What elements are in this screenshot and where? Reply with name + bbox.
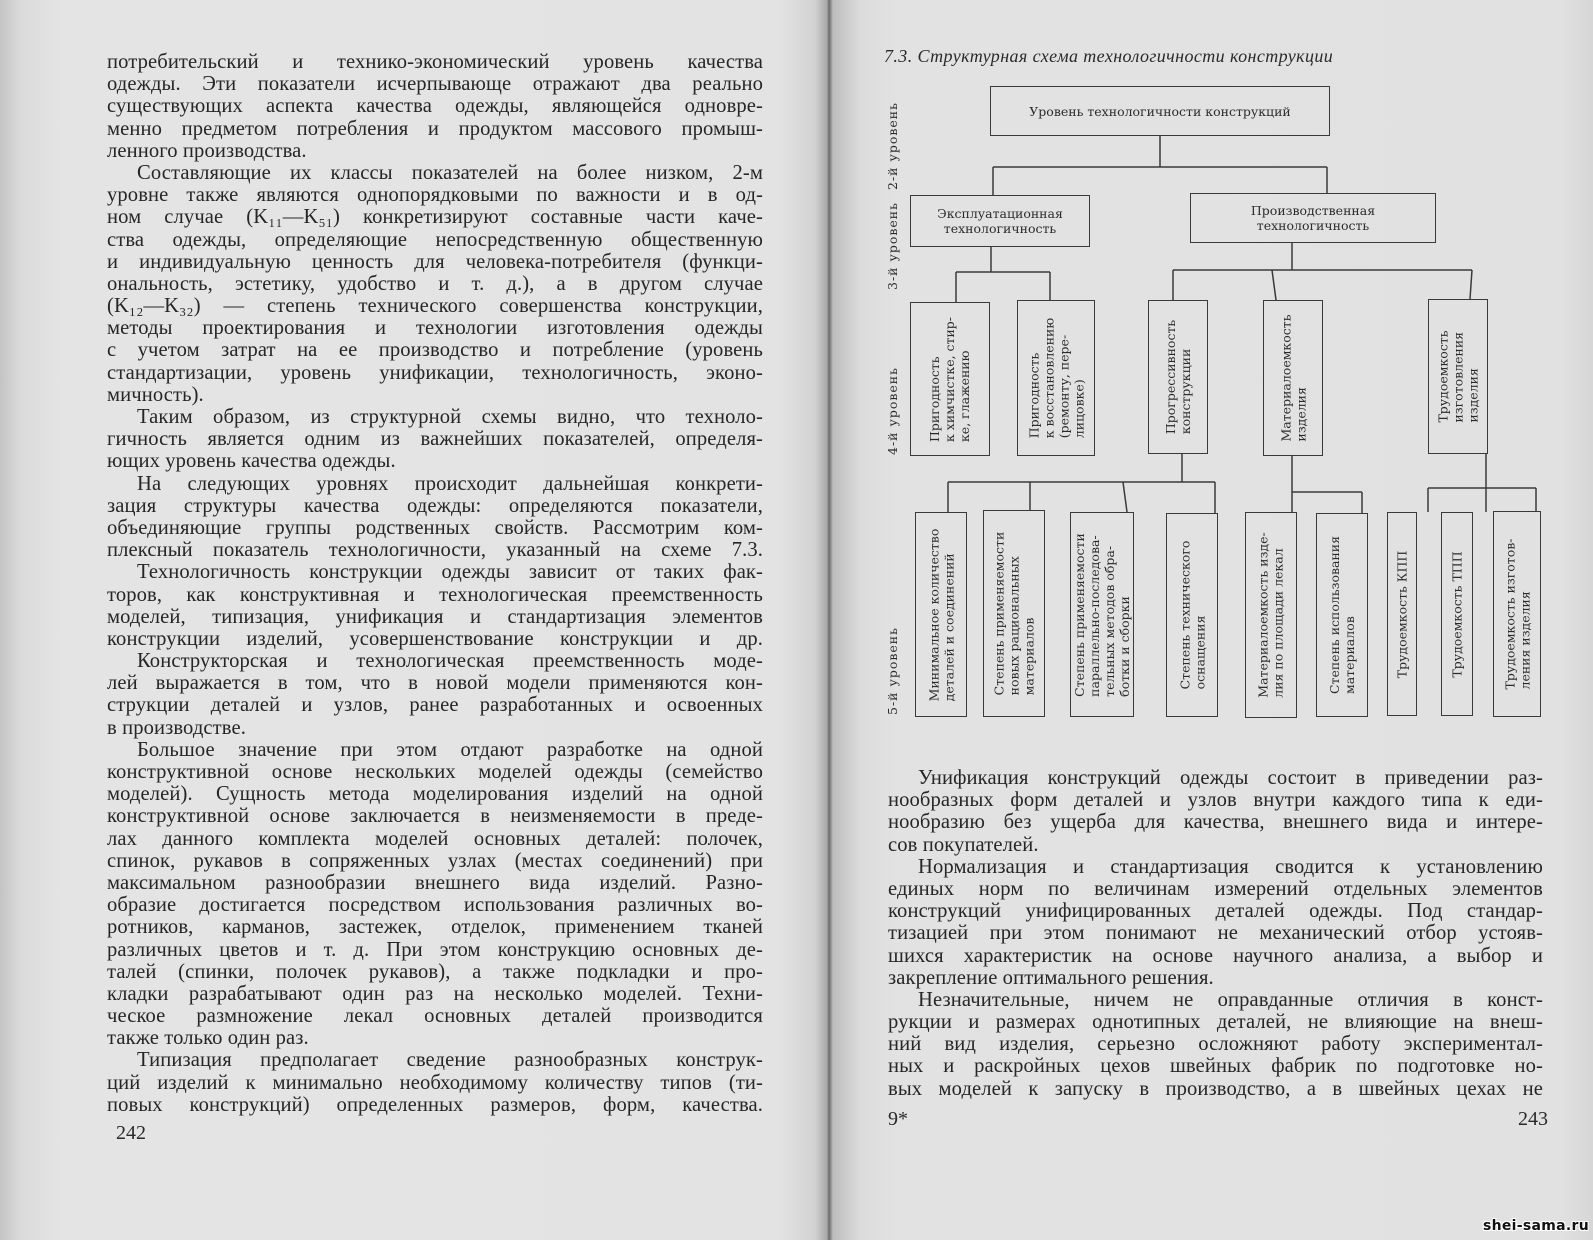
box-text-line: ботки и сборки (1117, 595, 1132, 697)
text-line: Большое значение при этом отдают разработке на одной (137, 738, 763, 761)
text-line: ленного производства. (107, 139, 307, 162)
right-page-body-text (888, 768, 1543, 1101)
text-line: одежды. Эти показатели исчерпывающе отражают два реально (107, 73, 763, 96)
text-line: торов, как конструктивная и технологическая преемственность (107, 583, 763, 606)
level-label: 5-й уровень (885, 627, 900, 715)
text-line: ротников, карманов, застежек, отделок, применением тканей (107, 916, 763, 939)
text-line: ческое размножение лекал основных деталей производится (107, 1005, 763, 1028)
box-text-line: к химчистке, стир- (942, 316, 958, 442)
text-line: ций изделий к минимально необходимому количеству типов (ти- (107, 1071, 763, 1094)
box-text-line: конструкции (1178, 348, 1194, 435)
text-line: лах данного комплекта моделей основных деталей: полочек, (107, 827, 763, 850)
text-line: объединяющие группы родственных свойств. Рассмотрим ком- (107, 516, 763, 539)
box-text-line: ления изделия (1517, 591, 1532, 690)
text-line: лей выражается в том, что в новой модели применяются кон- (107, 672, 763, 695)
text-line: (K₁₂—K₃₂) — степень технического совершенства конструкции, (107, 295, 763, 318)
text-line: нообразию без ущерба для качества, внешнего вида и интере- (888, 811, 1543, 834)
text-line: Нормализация и стандартизация сводится к установлению (918, 855, 1543, 878)
box-text-line: Материалоемкость (1278, 314, 1293, 442)
text-line: единых норм по величинам измерений отдельных элементов (888, 877, 1543, 900)
level-label: 2-й уровень (885, 102, 900, 190)
box-text-line: Пригодность (927, 355, 943, 442)
text-line: максимальном разнообразии внешнего вида изделий. Разно- (107, 871, 763, 894)
text-line: нообразных форм деталей и узлов внутри каждого типа к еди- (888, 789, 1543, 812)
box-text-line: материалов (1342, 616, 1358, 695)
text-line: Составляющие их классы показателей на более низком, 2-м (137, 161, 763, 184)
box-text-line: ке, глажению (957, 349, 973, 442)
text-line: методы проектирования и технологии изготовления одежды (107, 317, 763, 340)
watermark: shei-sama.ru (1482, 1218, 1589, 1234)
box-text-line: тельных методов обра- (1102, 545, 1117, 697)
box-text-line: Трудоемкость изготов- (1502, 538, 1517, 690)
text-line: На следующих уровнях происходит дальнейшая конкрети- (137, 472, 763, 495)
text-line: моделей, типизация, унификация и стандартизация элементов (107, 605, 763, 628)
text-line: плексный показатель технологичности, указанный на схеме 7.3. (107, 539, 763, 562)
text-line: Типизация предполагает сведение разнообразных конструк- (137, 1049, 763, 1072)
text-line: гичность является одним из важнейших показателей, определя- (107, 428, 763, 451)
level-label: 4-й уровень (885, 367, 900, 455)
text-line: повых конструкций) определенных размеров, форм, качества. (107, 1093, 763, 1116)
text-line: Унификация конструкций одежды состоит в приведении раз- (918, 767, 1543, 789)
text-line: образие достигается посредством использования различных во- (107, 894, 763, 917)
signature-mark: 9* (888, 1108, 908, 1130)
text-line: конструкций унифицированных деталей одежды. Под стандар- (888, 900, 1543, 923)
text-line: ных и раскройных цехов швейных фабрик по подготовке но- (888, 1055, 1543, 1078)
box-text-line: Материалоемкость изде- (1256, 532, 1271, 698)
box-text-line: изделия (1293, 387, 1308, 442)
box-text-line: материалов (1021, 617, 1037, 696)
text-line: сов покупателей. (888, 833, 1039, 856)
box-text-line: (ремонту, пере- (1056, 334, 1071, 439)
left-page-body-text (107, 51, 763, 1116)
text-line: рукции и размерах однотипных деталей, не влияющие на внеш- (888, 1011, 1543, 1034)
text-line: с учетом затрат на ее производство и потребление (уровень (107, 339, 763, 362)
box-text-line: Трудоемкость ТПП (1449, 550, 1465, 678)
box-text-line: изделия (1465, 368, 1481, 423)
text-line: спинок, рукавов в сопряженных узлах (местах соединений) при (107, 849, 763, 872)
box-text-line: Минимальное количество (926, 528, 942, 701)
text-line: и индивидуальную ценность для человека-потребителя (функци- (107, 250, 763, 273)
box-text-line: Трудоемкость (1435, 330, 1451, 423)
text-line: струкции деталей и узлов, ранее разработанных и освоенных (107, 694, 763, 717)
box-text-line: лия по площади лекал (1271, 548, 1286, 698)
text-line: кладки разрабатывают один раз на несколько моделей. Техни- (107, 982, 763, 1005)
box-text-line: Степень использования (1327, 535, 1343, 695)
text-line: вых моделей к запуску в производство, а в швейных цехах не (888, 1077, 1543, 1100)
text-line: ональность, эстетику, удобство и т. д.), а в другом случае (107, 272, 763, 295)
box-text-line: лицовке) (1071, 379, 1086, 439)
left-page-number: 242 (116, 1122, 146, 1144)
box-text-line: параллельно-последова- (1087, 534, 1102, 697)
text-line: конструктивной основе заключается в неизменяемости в преде- (107, 805, 763, 828)
box-text-line: технологичность (1256, 218, 1370, 233)
text-line: стандартизации, уровень унификации, технологичность, эконо- (107, 361, 763, 384)
text-line: в производстве. (107, 716, 246, 739)
text-line: существующих аспекта качества одежды, являющейся одновре- (107, 95, 763, 118)
box-text-line: Трудоемкость КПП (1394, 550, 1410, 678)
box-text-line: оснащения (1192, 615, 1208, 690)
text-line: конструкции изделий, усовершенствование конструкции и др. (107, 627, 763, 650)
text-line: Технологичность конструкции одежды зависит от таких фак- (137, 561, 763, 584)
box-text-line: Эксплуатационная (937, 206, 1063, 221)
level-label: 3-й уровень (885, 202, 900, 290)
box-text-line: новых рациональных (1006, 556, 1022, 696)
text-line: мичность). (107, 383, 204, 406)
text-line: также только один раз. (107, 1027, 309, 1050)
right-page-number: 243 (1518, 1108, 1548, 1130)
figure-caption: 7.3. Структурная схема технологичности конструкции (884, 46, 1334, 66)
text-line: тизацией при этом понимают не механический отбор устояв- (888, 922, 1543, 945)
box-text-line: Пригодность (1026, 352, 1041, 439)
box-text-line: изготовления (1450, 331, 1466, 423)
level2-box-label: Уровень технологичности конструкций (1029, 103, 1291, 119)
text-line: ном случае (K₁₁—K₅₁) конкретизируют составные части каче- (107, 206, 763, 229)
box-text-line: Степень применяемости (991, 531, 1007, 696)
text-line: моделей). Сущность метода моделирования изделий на одной (107, 783, 763, 806)
text-line: конструктивной основе нескольких моделей одежды (семейство (107, 761, 763, 783)
text-line: ний вид изделия, серьезно осложняют работу экспериментал- (888, 1033, 1543, 1056)
text-line: ющих уровень качества одежды. (107, 450, 396, 473)
text-line: ства одежды, определяющие непосредственную общественную (107, 228, 763, 251)
text-line: зация структуры качества одежды: определяются показатели, (107, 494, 763, 517)
text-line: уровне также являются однопорядковыми по важности и в од- (107, 184, 763, 207)
text-line: Таким образом, из структурной схемы видно, что техноло- (137, 406, 763, 428)
text-line: талей (спинки, полочек рукавов), а также подкладки и про- (107, 960, 763, 983)
text-line: Незначительные, ничем не оправданные отличия в конст- (918, 988, 1543, 1011)
box-text-line: Степень применяемости (1072, 532, 1087, 697)
text-line: Конструкторская и технологическая преемственность моде- (137, 650, 763, 673)
box-text-line: технологичность (943, 221, 1057, 236)
box-text-line: деталей и соединений (941, 552, 957, 701)
text-line: закрепление оптимального решения. (888, 966, 1214, 989)
box-text-line: к восстановлению (1041, 317, 1056, 439)
text-line: шихся характеристик на основе научного анализа, а выбор и (888, 944, 1543, 967)
text-line: менно предметом потребления и продуктом массового промыш- (107, 117, 763, 140)
text-line: потребительский и технико-экономический уровень качества (107, 51, 763, 73)
box-text-line: Прогрессивность (1163, 319, 1179, 435)
box-text-line: Производственная (1250, 203, 1376, 218)
text-line: различных цветов и т. д. При этом конструкцию основных де- (107, 938, 763, 961)
box-text-line: Степень технического (1177, 540, 1193, 690)
